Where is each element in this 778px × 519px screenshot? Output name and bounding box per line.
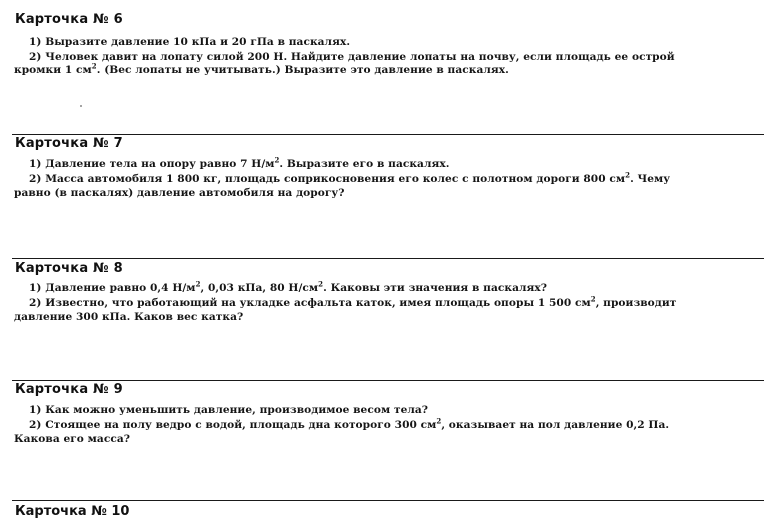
text-part: . Чему: [630, 173, 671, 185]
divider: [12, 380, 764, 381]
text-part: 2) Известно, что работающий на укладке асфальта каток, имея площадь опоры 1 500 см: [29, 297, 591, 309]
text-part: 2) Масса автомобиля 1 800 кг, площадь соприкосновения его колес с полотном дороги 800 см: [29, 173, 626, 185]
card-7-question-2-cont: равно (в паскалях) давление автомобиля на дорогу?: [14, 187, 345, 199]
card-9-question-1: 1) Как можно уменьшить давление, производимое весом тела?: [29, 404, 429, 416]
card-6-question-2-cont: [14, 61, 509, 76]
superscript: 2: [195, 279, 201, 289]
superscript: 2: [590, 294, 596, 304]
card-9-question-2: [29, 416, 670, 431]
text-part: . Каковы эти значения в паскалях?: [323, 282, 548, 294]
text-part: , оказывает на пол давление 0,2 Па.: [441, 419, 670, 431]
text-part: , производит: [595, 297, 677, 309]
card-7-question-2: [29, 170, 671, 185]
superscript: 2: [436, 416, 442, 426]
superscript: 2: [91, 61, 97, 71]
divider: [12, 500, 764, 501]
superscript: 2: [274, 155, 280, 165]
text-part: . (Вес лопаты не учитывать.) Выразите это давление в паскалях.: [96, 64, 509, 76]
card-6-question-1: 1) Выразите давление 10 кПа и 20 гПа в паскалях.: [29, 36, 351, 48]
card-8-question-1: [29, 279, 548, 294]
card-8-question-2: [29, 294, 677, 309]
speck: [80, 105, 82, 107]
divider: [12, 258, 764, 259]
divider: [12, 134, 764, 135]
card-8-question-2-cont: давление 300 кПа. Каков вес катка?: [14, 311, 244, 323]
card-title: Карточка № 6: [15, 12, 123, 27]
text-part: 2) Стоящее на полу ведро с водой, площадь дна которого 300 см: [29, 419, 437, 431]
text-part: , 0,03 кПа, 80 Н/см: [200, 282, 319, 294]
text-part: 1) Давление тела на опору равно 7 Н/м: [29, 158, 275, 170]
superscript: 2: [318, 279, 324, 289]
card-title: Карточка № 7: [15, 136, 123, 151]
card-7-question-1: [29, 155, 450, 170]
text-part: 1) Давление равно 0,4 Н/м: [29, 282, 196, 294]
card-6-question-2: 2) Человек давит на лопату силой 200 Н. Найдите давление лопаты на почву, если площадь ее острой: [29, 51, 675, 63]
card-title: Карточка № 9: [15, 382, 123, 397]
card-9-question-2-cont: Какова его масса?: [14, 433, 131, 445]
text-part: . Выразите его в паскалях.: [279, 158, 450, 170]
text-part: кромки 1 см: [14, 64, 92, 76]
superscript: 2: [625, 170, 631, 180]
card-title: Карточка № 8: [15, 261, 123, 276]
card-title-cut-off: Карточка № 10: [15, 504, 130, 519]
